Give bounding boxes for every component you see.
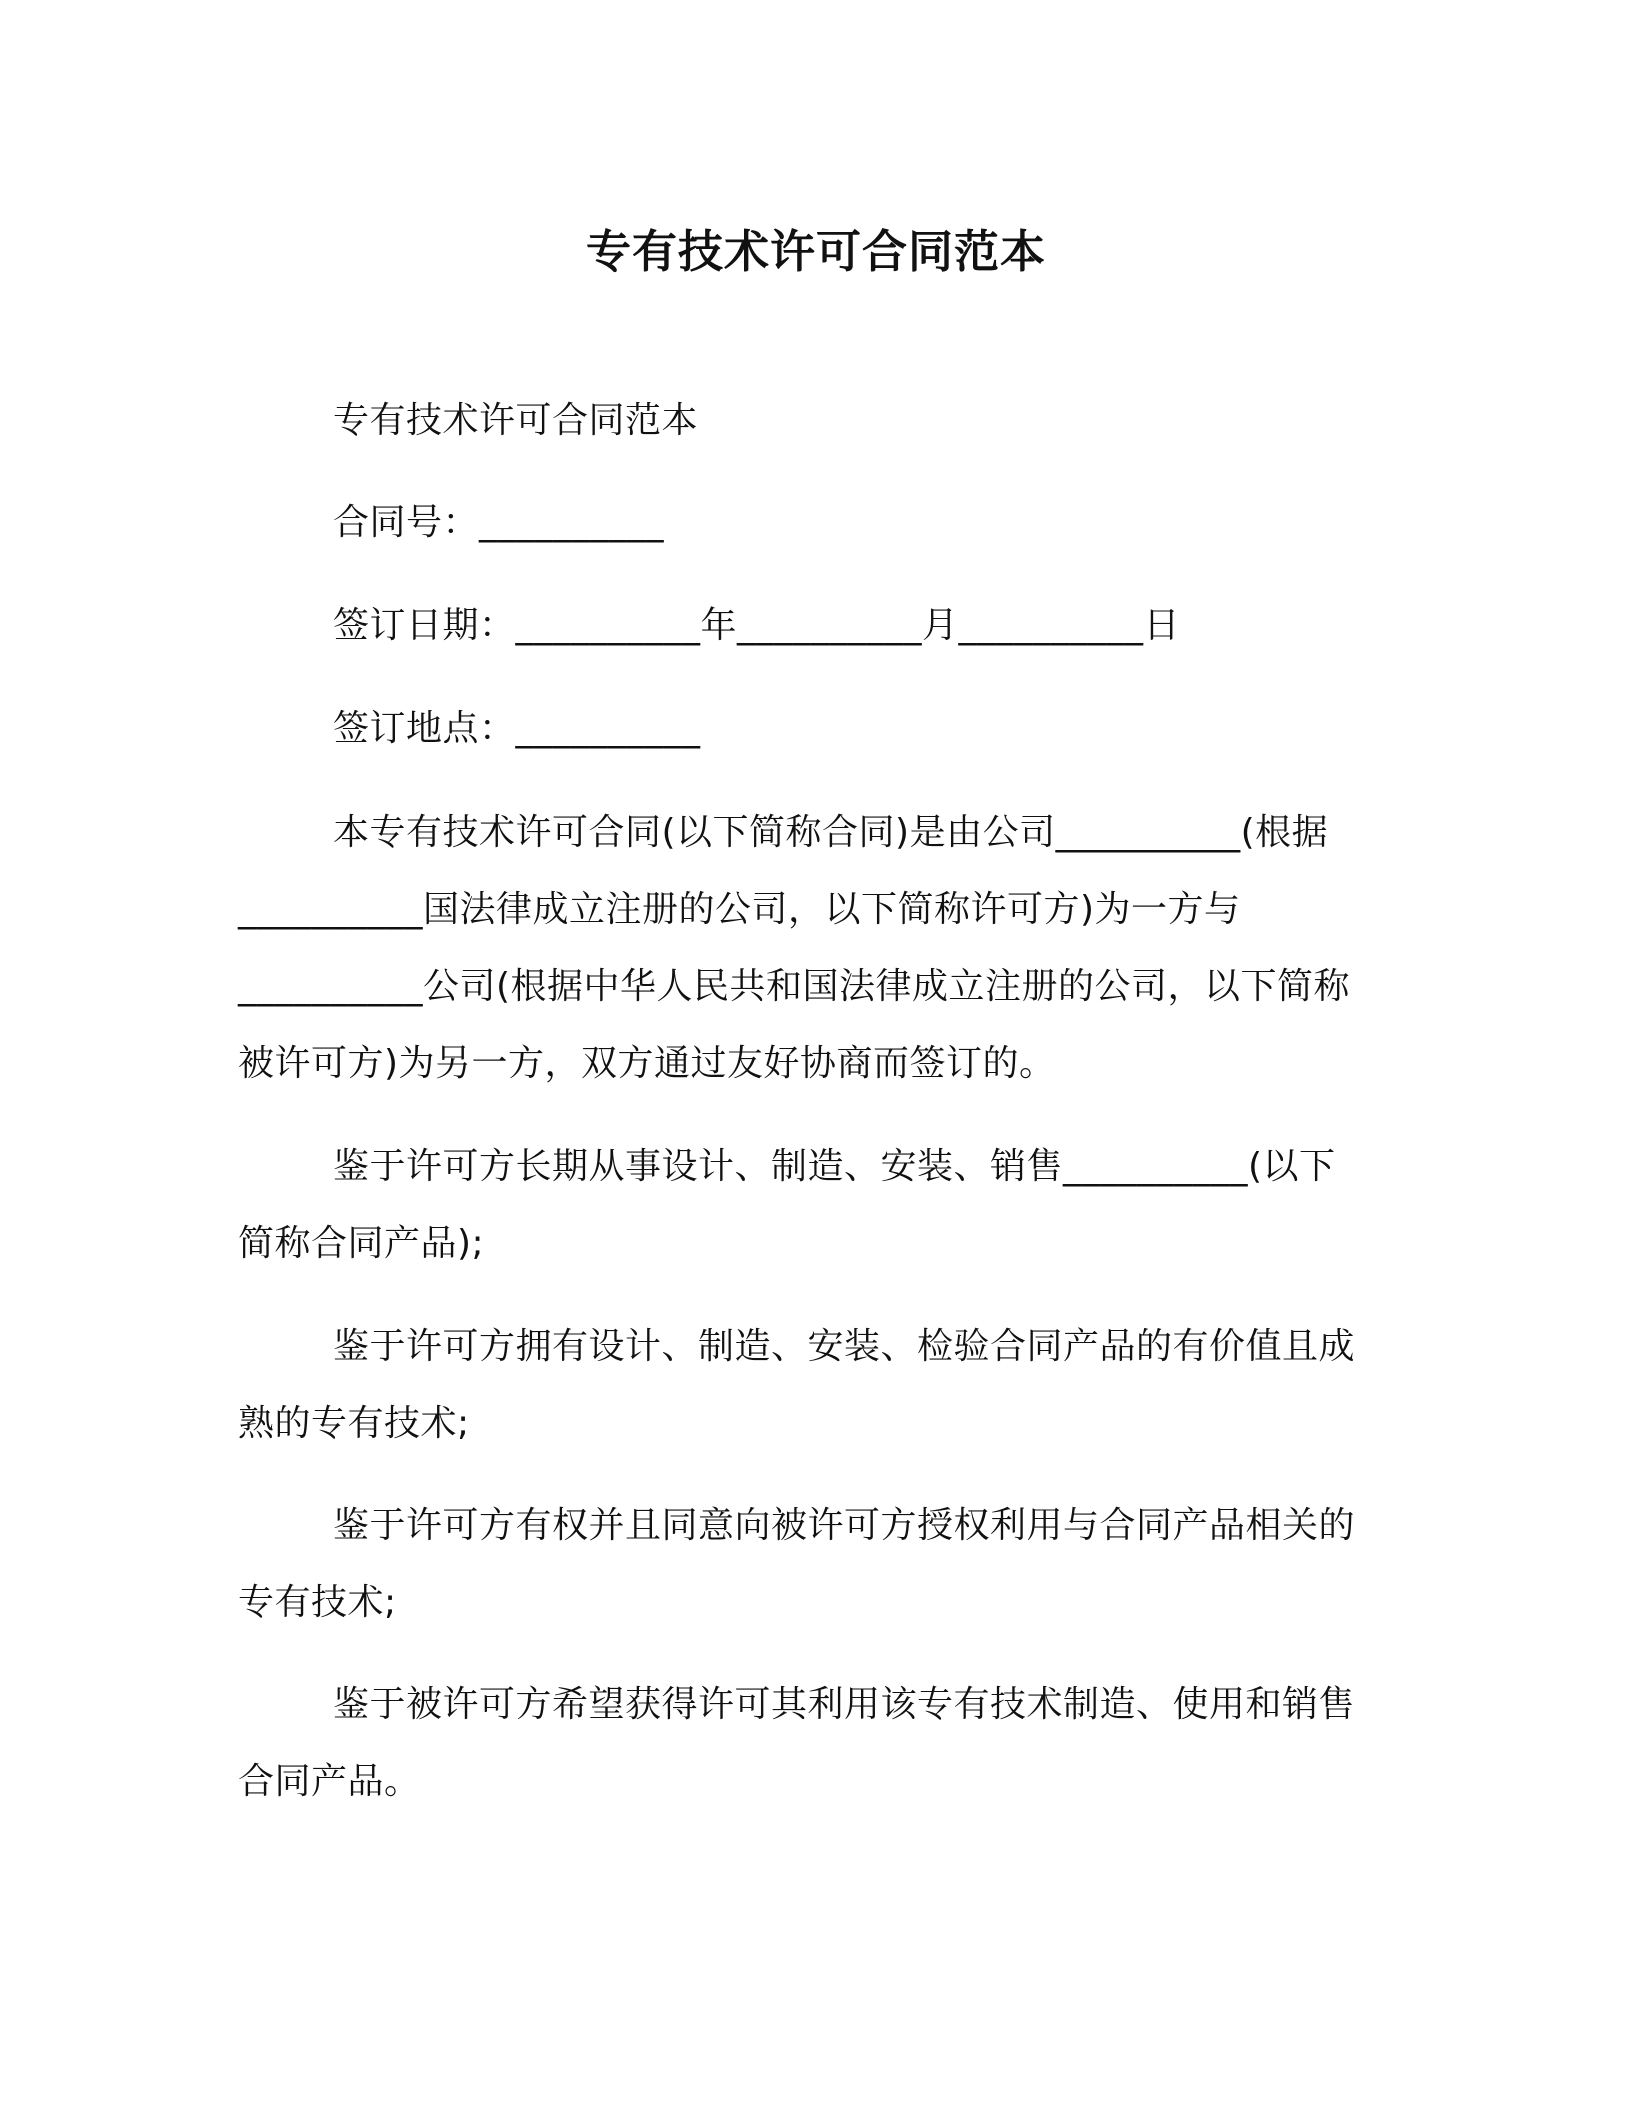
- paragraph-2-line-2: 简称合同产品);: [238, 1223, 485, 1264]
- paragraph-5-line-1: 鉴于被许可方希望获得许可其利用该专有技术制造、使用和销售: [333, 1684, 1356, 1725]
- paragraph-1-line-1: 本专有技术许可合同(以下简称合同)是由公司__________(根据: [333, 812, 1329, 853]
- subtitle-line: 专有技术许可合同范本: [333, 400, 699, 441]
- paragraph-4-line-2: 专有技术;: [238, 1582, 397, 1623]
- paragraph-2-line-1: 鉴于许可方长期从事设计、制造、安装、销售__________(以下: [333, 1146, 1336, 1187]
- paragraph-1-line-2: __________国法律成立注册的公司，以下简称许可方)为一方与: [238, 889, 1241, 930]
- contract-number-line: 合同号：__________: [333, 502, 665, 543]
- paragraph-5-line-2: 合同产品。: [238, 1761, 421, 1802]
- paragraph-1-line-3: __________公司(根据中华人民共和国法律成立注册的公司，以下简称: [238, 966, 1351, 1007]
- paragraph-1-line-4: 被许可方)为另一方，双方通过友好协商而签订的。: [238, 1043, 1056, 1084]
- paragraph-4-line-1: 鉴于许可方有权并且同意向被许可方授权利用与合同产品相关的: [333, 1505, 1356, 1546]
- paragraph-3-line-1: 鉴于许可方拥有设计、制造、安装、检验合同产品的有价值且成: [333, 1326, 1356, 1367]
- signing-date-line: 签订日期：__________年__________月__________日: [333, 605, 1181, 646]
- document-title: 专有技术许可合同范本: [585, 225, 1046, 278]
- signing-place-line: 签订地点：__________: [333, 708, 701, 749]
- paragraph-3-line-2: 熟的专有技术;: [238, 1403, 470, 1444]
